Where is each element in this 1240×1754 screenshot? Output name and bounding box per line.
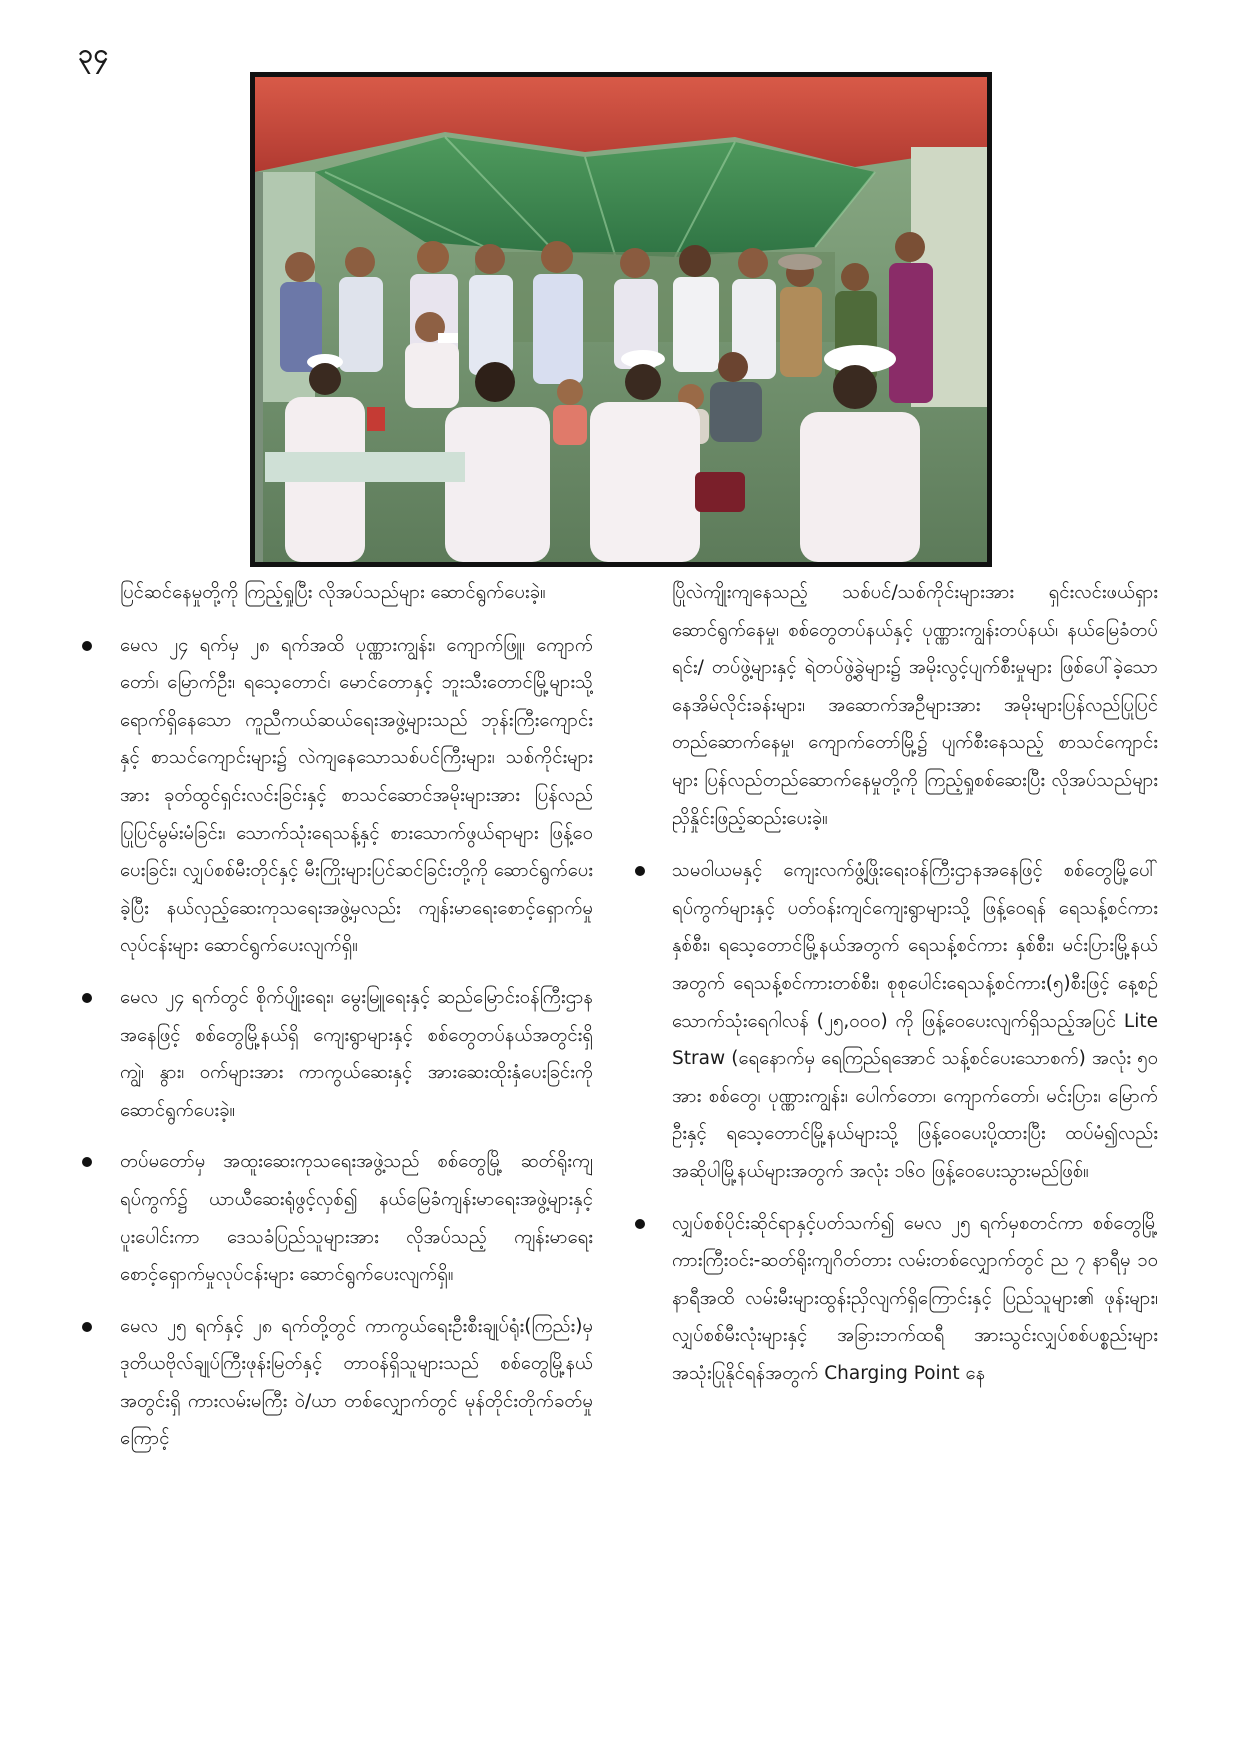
bullet-item (88, 1308, 593, 1458)
bullet-icon (635, 1219, 645, 1229)
left-continuation-paragraph: ပြင်ဆင်နေမှုတို့ကို ကြည့်ရှုပြီး လိုအပ်သည်များ ဆောင်ရွက်ပေးခဲ့။ (120, 582, 546, 603)
bullet-text: လျှပ်စစ်ပိုင်းဆိုင်ရာနှင့်ပတ်သက်၍ မေလ ၂၅ ရက်မှစတင်ကာ စစ်တွေမြို့ ကားကြီးဝင်း-ဆတ်ရိုးကျဂိတ်တား လမ်းတစ်လျှောက်တွင် ည ၇ နာရီမှ ၁၀ နာရီအထိ လမ်းမီးများထွန်းညှိလျက်ရှိကြောင်းနှင့် ပြည်သူများ၏ ဖုန်းများ၊ လျှပ်စစ်မီးလုံးများနှင့် အခြားဘက်ထရီ အားသွင်းလျှပ်စစ်ပစ္စည်းများ အသုံးပြုနိုင်ရန်အတွက် Charging Point နေ (672, 1212, 1158, 1384)
bullet-text: မေလ ၂၄ ရက်တွင် စိုက်ပျိုးရေး၊ မွေးမြူရေးနှင့် ဆည်မြောင်းဝန်ကြီးဌာနအနေဖြင့် စစ်တွေမြို့နယ်ရှိ ကျေးရွာများနှင့် စစ်တွေတပ်နယ်အတွင်းရှိ ကျွဲ၊ နွား၊ ဝက်များအား ကာကွယ်ဆေးနှင့် အားဆေးထိုးနှံပေးခြင်းကို ဆောင်ရွက်ပေးခဲ့။ (120, 986, 593, 1121)
photo-image (255, 77, 987, 562)
bullet-item (648, 852, 1158, 1190)
bullet-icon (82, 993, 92, 1003)
bullet-text: မေလ ၂၄ ရက်မှ ၂၈ ရက်အထိ ပုဏ္ဏားကျွန်း၊ ကျောက်ဖြူ၊ ကျောက်တော်၊ မြောက်ဦး၊ ရသေ့တောင်၊ မောင်တောနှင့် ဘူးသီးတောင်မြို့များသို့ ရောက်ရှိနေသော ကူညီကယ်ဆယ်ရေးအဖွဲ့များသည် ဘုန်းကြီးကျောင်းနှင့် စာသင်ကျောင်းများ၌ လဲကျနေသောသစ်ပင်ကြီးများ၊ သစ်ကိုင်းများအား ခုတ်ထွင်ရှင်းလင်းခြင်းနှင့် စာသင်ဆောင်အမိုးများအား ပြန်လည်ပြုပြင်မွမ်းမံခြင်း၊ သောက်သုံးရေသန့်နှင့် စားသောက်ဖွယ်ရာများ ဖြန့်ဝေပေးခြင်း၊ လျှပ်စစ်မီးတိုင်နှင့် မီးကြိုးများပြင်ဆင်ခြင်းတို့ကို ဆောင်ရွက်ပေးခဲ့ပြီး နယ်လှည့်ဆေးကုသရေးအဖွဲ့မှလည်း ကျန်းမာရေးစောင့်ရှောက်မှုလုပ်ငန်းများ ဆောင်ရွက်ပေးလျက်ရှိ။ (120, 634, 593, 957)
bullet-item (88, 1143, 593, 1293)
photo-medical-aid-scene (250, 72, 992, 567)
bullet-item (88, 627, 593, 965)
bullet-text: သမဝါယမနှင့် ကျေးလက်ဖွံ့ဖြိုးရေးဝန်ကြီးဌာနအနေဖြင့် စစ်တွေမြို့ပေါ်ရပ်ကွက်များနှင့် ပတ်ဝန်းကျင်ကျေးရွာများသို့ ဖြန့်ဝေရန် ရေသန့်စင်ကား နှစ်စီး၊ ရသေ့တောင်မြို့နယ်အတွက် ရေသန့်စင်ကား နှစ်စီး၊ မင်းပြားမြို့နယ်အတွက် ရေသန့်စင်ကားတစ်စီး၊ စုစုပေါင်းရေသန့်စင်ကား(၅)စီးဖြင့် နေ့စဉ်သောက်သုံးရေဂါလန် (၂၅,၀၀၀) ကို ဖြန့်ဝေပေးလျက်ရှိသည့်အပြင် Lite Straw (ရေနောက်မှ ရေကြည်ရအောင် သန့်စင်ပေးသောစက်) အလုံး ၅၀ အား စစ်တွေ၊ ပုဏ္ဏားကျွန်း၊ ပေါက်တော၊ ကျောက်တော်၊ မင်းပြား၊ မြောက်ဦးနှင့် ရသေ့တောင်မြို့နယ်များသို့ ဖြန့်ဝေပေးပို့ထားပြီး ထပ်မံ၍လည်း အဆိုပါမြို့နယ်များအတွက် အလုံး ၁၆၀ ဖြန့်ဝေပေးသွားမည်ဖြစ်။ (672, 860, 1158, 1182)
page-number: ၃၄ (78, 39, 110, 69)
right-text-column (648, 574, 1158, 1406)
bullet-icon (82, 641, 92, 651)
bullet-icon (635, 866, 645, 876)
bullet-text: တပ်မတော်မှ အထူးဆေးကုသရေးအဖွဲ့သည် စစ်တွေမြို့ ဆတ်ရိုးကျရပ်ကွက်၌ ယာယီဆေးရုံဖွင့်လှစ်၍ နယ်မြေခံကျန်းမာရေးအဖွဲ့များနှင့်ပူးပေါင်းကာ ဒေသခံပြည်သူများအား လိုအပ်သည့် ကျန်းမာရေးစောင့်ရှောက်မှုလုပ်ငန်းများ ဆောင်ရွက်ပေးလျက်ရှိ။ (120, 1151, 593, 1286)
left-text-column (88, 574, 593, 1472)
bullet-item (88, 979, 593, 1129)
bullet-item (648, 1205, 1158, 1393)
bullet-text: မေလ ၂၅ ရက်နှင့် ၂၈ ရက်တို့တွင် ကာကွယ်ရေးဦးစီးချုပ်ရုံး(ကြည်း)မှ ဒုတိယဗိုလ်ချုပ်ကြီးဖုန်းမြတ်နှင့် တာဝန်ရှိသူများသည် စစ်တွေမြို့နယ်အတွင်းရှိ ကားလမ်းမကြီး ဝဲ/ယာ တစ်လျှောက်တွင် မုန်တိုင်းတိုက်ခတ်မှုကြောင့် (120, 1315, 593, 1450)
bullet-icon (82, 1322, 92, 1332)
bullet-icon (82, 1157, 92, 1167)
right-continuation-paragraph: ပြိုလဲကျိုးကျနေသည့် သစ်ပင်/သစ်ကိုင်းများအား ရှင်းလင်းဖယ်ရှားဆောင်ရွက်နေမှု၊ စစ်တွေတပ်နယ်နှင့် ပုဏ္ဏားကျွန်းတပ်နယ်၊ နယ်မြေခံတပ်ရင်း/ တပ်ဖွဲ့များနှင့် ရဲတပ်ဖွဲ့ခွဲများ၌ အမိုးလွင့်ပျက်စီးမှုများ ဖြစ်ပေါ်ခဲ့သော နေအိမ်လိုင်းခန်းများ၊ အဆောက်အဦများအား အမိုးများပြန်လည်ပြုပြင်တည်ဆောက်နေမှု၊ ကျောက်တော်မြို့၌ ပျက်စီးနေသည့် စာသင်ကျောင်းများ ပြန်လည်တည်ဆောက်နေမှုတို့ကို ကြည့်ရှုစစ်ဆေးပြီး လိုအပ်သည်များ ညှိနှိုင်းဖြည့်ဆည်းပေးခဲ့။ (672, 582, 1158, 829)
